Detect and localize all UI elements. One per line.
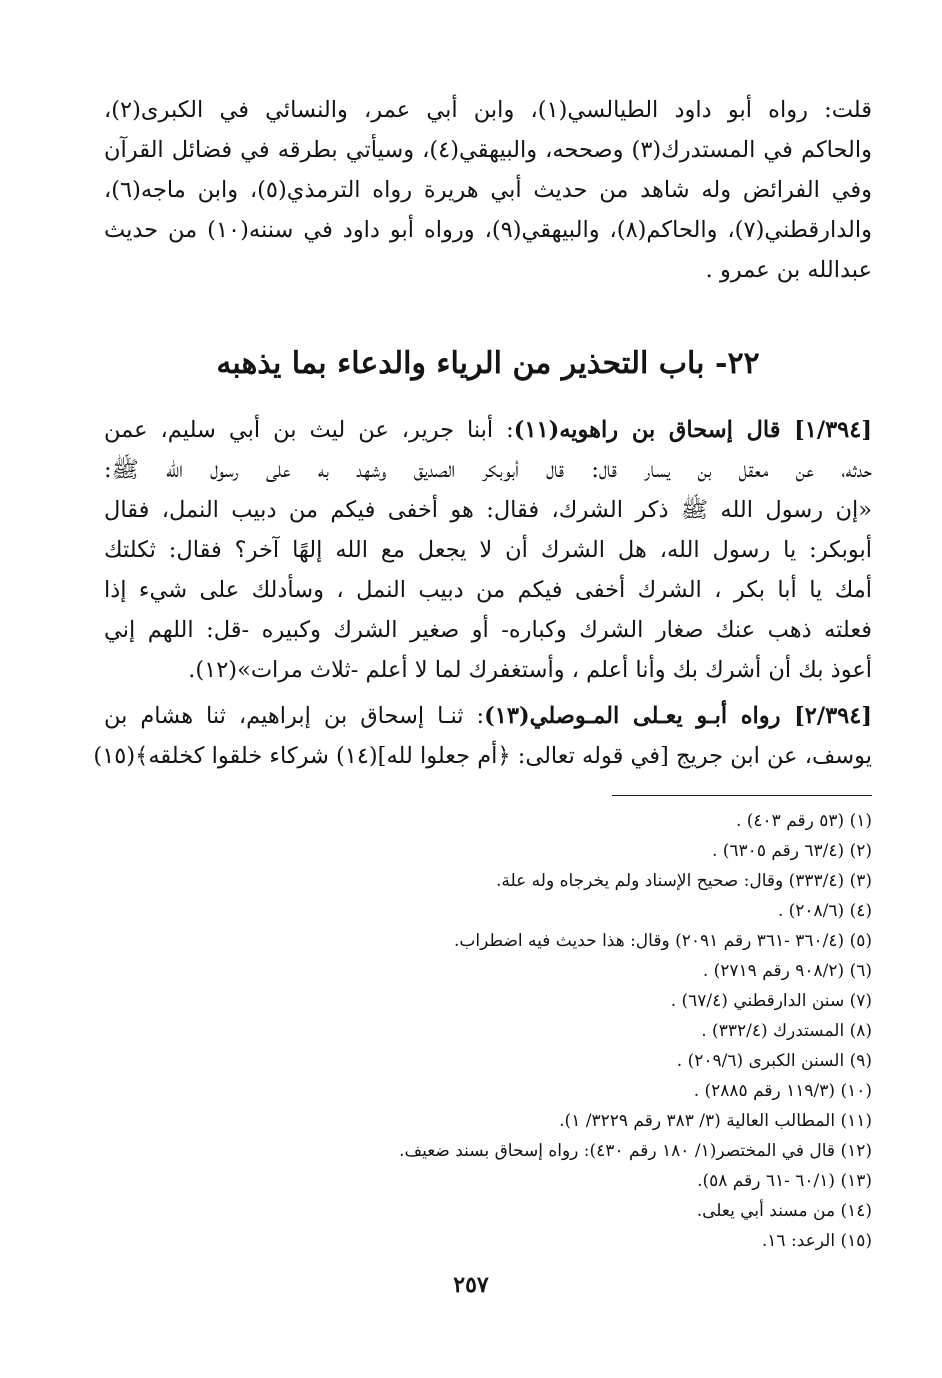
footnote: (١) (٥٣ رقم ٤٠٣) . [735, 811, 872, 831]
hadith-reference: [٢/٣٩٤] رواه أبـو يعـلى المـوصلي(١٣) [484, 703, 872, 729]
footnote: (١٠) (١١٩/٣ رقم ٢٨٨٥) . [693, 1081, 872, 1101]
chapter-heading: ٢٢- باب التحذير من الرياء والدعاء بما يذهبه [216, 346, 760, 381]
text-line [104, 696, 872, 736]
footnote: (٦) (٩٠٨/٢ رقم ٢٧١٩) . [702, 961, 872, 981]
footnote: (١٥) الرعد: ١٦. [761, 1231, 872, 1251]
footnote: (٣) (٣٣٣/٤) وقال: صحيح الإسناد ولم يخرجاه وله علة. [495, 871, 872, 891]
text-line: أعوذ بك أن أشرك بك وأنا أعلم ، وأستغفرك لما لا أعلم -ثلاث مرات»(١٢). [188, 657, 872, 683]
text-line: أمك يا أبا بكر ، الشرك أخفى فيكم من دبيب النمل ، وسأدلك على شيء إذا [104, 577, 872, 603]
text-line: أبوبكر: يا رسول الله، هل الشرك أن لا يجعل مع الله إلهًا آخر؟ فقال: ثكلتك [104, 537, 872, 563]
footnote: (٢) (٦٣/٤ رقم ٦٣٠٥) . [711, 841, 872, 861]
footnotes-list [104, 806, 872, 1256]
text-line [104, 410, 872, 450]
footnote: (١١) المطالب العالية (٣/ ٣٨٣ رقم ٣٢٢٩/ ١). [559, 1111, 872, 1131]
text-line: «إن رسول الله ﷺ ذكر الشرك، فقال: هو أخفى فيكم من دبيب النمل، فقال [104, 497, 872, 523]
footnote: (١٤) من مسند أبي يعلى. [696, 1201, 872, 1221]
footnote: (٨) المستدرك (٣٣٢/٤) . [701, 1021, 872, 1041]
text-line: والدارقطني(٧)، والحاكم(٨)، والبيهقي(٩)، ورواه أبو داود في سننه(١٠) من حديث [104, 217, 872, 243]
footnote: (٧) سنن الدارقطني (٦٧/٤) . [670, 991, 872, 1011]
footnote: (٥) (٣٦٠/٤ -٣٦١ رقم ٢٠٩١) وقال: هذا حديث فيه اضطراب. [454, 931, 872, 951]
commentary-paragraph [104, 90, 872, 290]
footnote: (١٢) قال في المختصر(١/ ١٨٠ رقم ٤٣٠): رواه إسحاق بسند ضعيف. [399, 1141, 872, 1161]
text-line: قلت: رواه أبو داود الطيالسي(١)، وابن أبي عمر، والنسائي في الكبرى(٢)، [104, 97, 873, 123]
text-line: يوسف، عن ابن جريج [في قوله تعالى: ﴿أم جعلوا لله](١٤) شركاء خلقوا كخلقه﴾(١٥) [93, 743, 872, 769]
text-fragment: : أبنا جرير، عن ليث بن أبي سليم، عمن [104, 417, 514, 443]
text-line: عبدالله بن عمرو . [705, 257, 872, 283]
footnote: (٩) السنن الكبرى (٢٠٩/٦) . [676, 1051, 872, 1071]
footnote: (١٣) (٦٠/١ -٦١ رقم ٥٨). [697, 1171, 872, 1191]
text-line: حدثه، عن معقل بن يسار قال: قال أبوبكر الصديق وشهد به على رسول الله ﷺ: [104, 457, 872, 483]
text-line: فعلته ذهب عنك صغار الشرك وكباره- أو صغير الشرك وكبيره -قل: اللهم إني [104, 617, 872, 643]
text-line: والحاكم في المستدرك(٣) وصححه، والبيهقي(٤)، وسيأتي بطرقه في فضائل القرآن [104, 137, 873, 163]
hadith-paragraph-1 [104, 410, 872, 690]
hadith-paragraph-2 [93, 696, 872, 776]
page-number: ٢٥٧ [453, 1272, 489, 1298]
hadith-reference: [١/٣٩٤] قال إسحاق بن راهويه(١١) [513, 417, 872, 443]
text-line: وفي الفرائض وله شاهد من حديث أبي هريرة رواه الترمذي(٥)، وابن ماجه(٦)، [104, 177, 872, 203]
footnote: (٤) (٢٠٨/٦) . [777, 901, 872, 921]
text-fragment: : ثنـا إسحاق بن إبراهيم، ثنا هشام بن [104, 703, 485, 729]
footnote-divider [612, 795, 872, 796]
